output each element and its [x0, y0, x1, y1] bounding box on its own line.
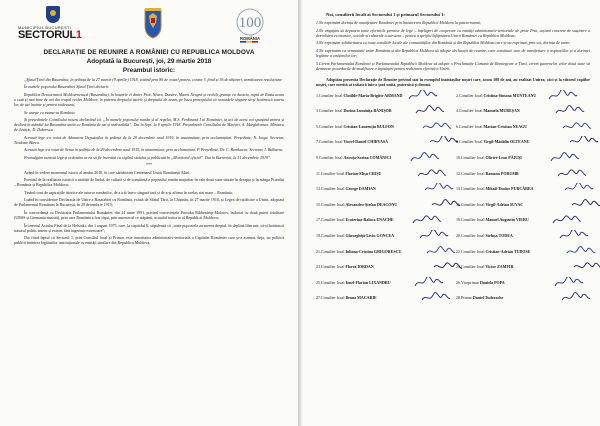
signature-role: Consilier local	[461, 264, 485, 270]
signature-name: Manuel Augustin VIERU	[485, 217, 529, 223]
signature-number: 22.	[456, 248, 461, 254]
centenary-number: 100	[238, 15, 262, 31]
signature-name: Ramona PORUMB	[485, 170, 519, 176]
signature-name: Iuliana-Cristina GRIGORESCU	[345, 248, 402, 254]
preamble-paragraph: Promulgăm această lege și ordonăm ca ea să fie învestită cu sigiliul statului și publicată în „Monitorul oficial”. Dat în București, la 31 decembrie 1919”.	[24, 154, 272, 160]
signature-name: Cristian-Laurențiu BULFON	[343, 123, 394, 129]
document-subtitle: Adoptată la București, joi, 29 martie 2018	[86, 58, 212, 65]
signature-row	[316, 109, 450, 125]
preamble-heading: Preambul istoric:	[122, 67, 176, 74]
signature-name: Olivier-Leon PĂIUȘI	[485, 154, 522, 160]
signature-number: 26.	[456, 279, 461, 285]
signature-row	[456, 140, 590, 156]
preamble-paragraph: În temeiul Actului Final de la Helsinki, din 1 august 1975, care, la capitolul 8, stipulează că „toate popoarele au mereu dreptul, în deplină libertate, să-și hotărască statutul politic intern și extern, fără ingerințe exterioare”;	[14, 222, 284, 233]
sector-label	[18, 30, 98, 41]
signature-number: 11.	[316, 170, 321, 176]
signature-name: Ancuța-Sorina COMĂNICI	[343, 154, 392, 160]
resolution-point: 5.Cerem Parlamentului României și Parlamentului Republicii Moldova să adopte o Proclamație Comună de Reintegrare a Țării, cerem guvernelor celor două state să demareze procedurile de modificare a legislației pentru realizarea efectivă a Unirii.	[316, 60, 590, 71]
signature-row	[316, 140, 450, 156]
preamble-paragraph: Dat fiind faptul că Sectorul 1, prin Consiliul local și Primar, este autoritatea administrativ-teritorială a Capitalei României care și-a asumat, deja, un politică publică întărirea legăturilor instituționale cu entități similare din Republica Moldova;	[14, 235, 284, 246]
signature-row	[456, 218, 590, 234]
signature-number: 25.	[316, 279, 321, 285]
sector-word: SECTORUL	[18, 29, 76, 41]
signature-number: 5.	[316, 123, 319, 129]
signature-number: 4.	[456, 108, 459, 114]
signature-role: Consilier local	[319, 108, 343, 114]
signature-number: 14.	[456, 186, 461, 192]
signature-role: Consilier local	[319, 123, 343, 129]
signature-row	[456, 250, 590, 266]
signature-role: Consilier local	[461, 248, 485, 254]
signature-number: 24.	[456, 264, 461, 270]
preamble-paragraph: Luând în considerare Declarația de Unire a Basarabiei cu România, votată de Sfatul Țării, la Chișinău, în 27 martie 1918, și Legea de ratificare a Unirii, adoptată de Parlamentul României la București, în 29 decembrie 1919;	[14, 197, 284, 208]
resolution-point: 4.Ne exprimăm ca semnatarii unire România și din Republica Moldova să adopte declarații de reunire, care constituie acte de manifestare a aspirațiilor și a dorinței legitime a cetățenilor lor;	[316, 47, 590, 59]
signature-list	[316, 94, 590, 312]
signature-name: Victor ZAMFIR	[485, 264, 514, 270]
signature-name: Mihail-Teodor PURCĂREA	[485, 186, 534, 192]
signature-role: Consilier local	[321, 217, 345, 223]
signature-row	[456, 203, 590, 219]
signature-row	[316, 250, 450, 266]
left-page	[0, 0, 298, 426]
centenary-logo	[226, 6, 274, 44]
preamble-paragraph: Pornind de la realitatea istorică a unității de limbă, de cultură și de conștiință a poporului român majoritar în cele două state situate în dreapta și în stânga Prutului – România și Republica Moldova;	[14, 177, 284, 188]
signature-row	[316, 187, 450, 203]
resolution-point: 2.Ne angajăm să depunem toate eforturile permise de lege – înțelegeri de cooperare cu entități administrativ-teritoriale de peste Prut, acțiuni concrete de susținere a dezvoltării economice, sociale și culturale a acestora – pentru a sprijini înfăptuirea Unirii României cu Republica Moldova;	[316, 27, 590, 38]
signature-number: 15.	[316, 201, 321, 207]
signature-row	[456, 156, 590, 172]
signature-row	[456, 187, 590, 203]
signature-name: Alexandru-Ștefan DEACONU	[345, 201, 398, 207]
resolution-point: 3.Ne exprimăm solidaritatea cu toate consiliile locale ale comunităților din România și din Republica Moldova care și-au exprimat, prin vot, dorința de unire;	[316, 40, 571, 46]
preamble-paragraph: În numele poporului Basarabiei Sfatul Țării declară:	[24, 84, 110, 90]
preamble-paragraph: Și președintele Consiliului nostru declarând că: „În numele poporului român și al regelui, M.S. Ferdinand I al României, ia act de acest vot spunând unirea și declară în mândul lui Basarabia unită cu România de azi și indivizibilă”. Dat în Sept. la 9 aprilie 1918. Președintele Consiliului de Miniștri, A. Marghiloman. Ministru de Justiție, D. Dobrescu.	[14, 117, 284, 133]
handwritten-signature	[408, 90, 438, 102]
coat-of-arms-icon	[142, 8, 164, 40]
signature-row	[456, 109, 590, 125]
signature-name: Ionel-Florian LIXANDRU	[345, 279, 391, 285]
signature-role: Consilier local	[459, 92, 483, 98]
preamble-paragraph: Republica Democratică Moldovenească (Basarabia), în hotarele ei dintre Prut, Nistru, Dunăre, Marea Neagră și vechile granițe cu Austria, ruptă de Rusia acum o sută și mai bine de ani din trupul vechei Moldove, în puterea dreptului istoric și dreptului de neam, pe baza principiului că noroadele singure să-și hotărască soarta lor, de azi înainte și pentru totdeauna,	[14, 91, 284, 108]
signature-name: George DAMIAN	[345, 186, 376, 192]
signature-name: Viorel-Daniel CHIRVASĂ	[343, 139, 389, 145]
signature-number: 12.	[456, 170, 461, 176]
signature-column-right	[456, 94, 590, 312]
preamble-paragraph: ***	[146, 162, 152, 168]
preamble-paragraph: Această lege s-a votat de Senat în ședința de la 29 decembrie anul 1919, în unanimitate, prin acclamațiuni. P. Președinte, Dr. C. Bumbacea. Secretar, I. Balbarea.	[24, 147, 284, 153]
signature-name: Daniel Tudorache	[472, 295, 504, 301]
adoption-statement: Adoptăm prezenta Declarație de Reunire privind stat în exemplul înaintașilor noștri care, acum 100 de ani, au realizat Unirea, căci și la viitorul copiilor noștri, care merită să trăiască într-o țară unită, puternică și demnă.	[316, 77, 590, 88]
signature-name: Stelușa TODEA	[485, 232, 513, 238]
signature-row	[316, 125, 450, 141]
signature-role: Consilier local	[459, 139, 483, 145]
signature-name: Cristian-Adrian TUDOSE	[485, 248, 531, 254]
signature-number: 3.	[316, 108, 319, 114]
signature-row	[316, 234, 450, 250]
right-heading: Noi, consilierii locali ai Sectorului 1 și primarul Sectorului 1:	[326, 12, 445, 17]
header-logos	[14, 6, 284, 46]
signature-row	[316, 156, 450, 172]
signature-role: Consilier local	[461, 232, 485, 238]
signature-row	[456, 172, 590, 188]
preamble-paragraph: Se unește cu mama sa România.	[24, 109, 76, 115]
signature-row	[316, 265, 450, 281]
signature-number: 23.	[316, 264, 321, 270]
signature-row	[316, 94, 450, 110]
centenary-label: ROMÂNIA	[239, 36, 261, 41]
signature-name: Ecaterina-Raluca ENACHE	[345, 217, 394, 223]
signature-role: Consilier local	[461, 186, 485, 192]
preamble-paragraph: Această lege s-a votat de Adunarea Deputaților în ședința de la 29 decembrie anul 1919, în unanimitate, prin acclamațiuni. Președinte, N. Iorga. Secretar, Teodosie Bârca.	[14, 134, 284, 145]
signature-row	[456, 234, 590, 250]
signature-number: 9.	[316, 154, 319, 160]
signature-role: Consilier local	[321, 279, 345, 285]
signature-number: 28.	[456, 295, 461, 301]
sector-number: 1	[75, 29, 82, 41]
signature-role: Viceprimar	[461, 279, 479, 285]
signature-role: Consilier local	[321, 295, 345, 301]
preamble-paragraph: În concordanță cu Declarația Parlamentului României, din 24 iunie 1991, privind consecințele Pactului Ribbentrop-Molotov, încheiat cu două puteri totalitare (URSS și Germania nazistă), prin care România a fost răpit, prin amestecul ce stăpânit, actualul teritoriu al Republicii Moldova;	[14, 209, 284, 221]
signature-role: Consilier local	[459, 123, 483, 129]
preamble-paragraph: Ținând cont de aspirațiile istorice ale tuturor românilor, de a trăi într-o singură țară și de a-și afirma în acelaș stat mare – România;	[24, 189, 233, 195]
signature-role: Consilier local	[321, 186, 345, 192]
signature-role: Consilier local	[459, 108, 483, 114]
signature-name: Marian-Cristian NEAGU	[483, 123, 528, 129]
signature-role: Consilier local	[319, 154, 343, 160]
signature-row	[456, 296, 590, 312]
signature-role: Consilier local	[321, 232, 345, 238]
right-paragraphs	[316, 20, 590, 71]
signature-row	[316, 172, 450, 188]
signature-role: Consilier local	[319, 139, 343, 145]
signature-number: 19.	[316, 232, 321, 238]
signature-role: Consilier local	[320, 170, 345, 176]
signature-column-left	[316, 94, 450, 312]
crest-icon	[46, 6, 60, 23]
resolution-point: 1.Ne exprimăm dorința de manifestare României prin întoarcerea Republicii Moldova la patria-mamă;	[316, 20, 482, 25]
signature-row	[316, 218, 450, 234]
signature-role: Primar	[461, 295, 472, 301]
signature-name: Manuela MUREȘAN	[483, 108, 520, 114]
signature-number: 1.	[316, 92, 319, 98]
signature-row	[456, 125, 590, 141]
signature-number: 10.	[456, 154, 461, 160]
municipality-label: MUNICIPIUL BUCUREȘTI	[18, 25, 72, 30]
signature-role: Consilier local	[321, 248, 345, 254]
preamble-paragraph: „Sfatul Țării din Basarabia, în ședința de la 27 martie (9 aprilie) 1918, votând prin 86 de voturi pentru, contra 3, fiind și 36 de abțineri, următoarea rezoluțiune:	[24, 77, 283, 82]
signature-name: Ileana MACARIE	[345, 295, 377, 301]
signature-row	[456, 94, 590, 110]
signature-role: Consilier local	[321, 264, 345, 270]
signature-name: Gheorghiță-Liviu GONCEA	[345, 232, 395, 238]
preamble-paragraph: Având în vedere momentul istoric al anului 2018, în care sărbătorim Centenarul Unirii Românești Mari;	[24, 169, 191, 175]
signature-role: Consilier local	[461, 201, 485, 207]
signature-role: Consilier local	[319, 92, 343, 98]
signature-name: Dorina Luminița BĂNIȘOR	[343, 108, 392, 114]
signature-row	[456, 265, 590, 281]
signature-row	[316, 296, 450, 312]
sector1-logo	[18, 6, 98, 41]
signature-name: Florian-Mișu CRIȘU	[345, 170, 382, 176]
signature-number: 8.	[456, 139, 459, 145]
signature-number: 21.	[316, 248, 321, 254]
signature-number: 13.	[316, 186, 321, 192]
right-page	[302, 0, 600, 426]
signature-role: Consilier local	[321, 201, 345, 207]
signature-number: 18.	[456, 217, 461, 223]
handwritten-signature	[548, 90, 578, 102]
signature-name: Daniela POPA	[479, 279, 505, 285]
signature-role: Consilier local	[461, 217, 485, 223]
signature-number: 20.	[456, 232, 461, 238]
left-paragraphs	[14, 77, 284, 245]
signature-name: Florea IORDAN	[345, 264, 374, 270]
signature-number: 16.	[456, 201, 461, 207]
document-title: DECLARAȚIE DE REUNIRE A ROMÂNIEI CU REPUBLICA MOLDOVA	[43, 49, 255, 56]
signature-name: Virgil-Adrian SUVAC	[485, 201, 524, 207]
signature-name: Virgil-Mădălin OLTEANU	[483, 139, 530, 145]
signature-number: 2.	[456, 92, 459, 98]
signature-role: Consilier local	[461, 154, 485, 160]
signature-number: 6.	[456, 123, 459, 129]
signature-number: 7.	[316, 139, 319, 145]
signature-row	[316, 203, 450, 219]
signature-number: 17.	[316, 217, 321, 223]
signature-row	[316, 281, 450, 297]
signature-name: Cristina-Simona MUNTEANU	[483, 92, 537, 98]
signature-name: Clotilde-Maria-Brigitte ARMAND	[343, 92, 403, 98]
signature-row	[456, 281, 590, 297]
signature-number: 27.	[316, 295, 321, 301]
signature-role: Consilier local	[461, 170, 485, 176]
